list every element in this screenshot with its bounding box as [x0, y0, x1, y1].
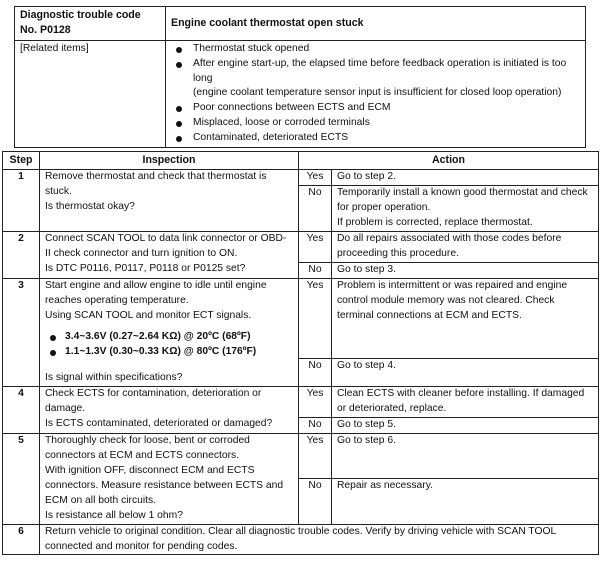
related-item: After engine start-up, the elapsed time before feedback operation is initiated is too long (engine coolant temperature sensor input is insufficient for closed loop operation)	[171, 57, 580, 102]
yes-label: Yes	[299, 434, 332, 479]
yes-action: Do all repairs associated with those codes before proceeding this procedure.	[332, 232, 599, 263]
step-inspection: Thoroughly check for loose, bent or corroded connectors at ECM and ECTS connectors. With ignition OFF, disconnect ECM and ECTS connectors. Measure resistance between ECTS and ECM on all both circuits. Is resistance all below 1 ohm?	[40, 434, 299, 525]
step-number: 6	[3, 524, 40, 555]
dtc-info-table	[14, 6, 586, 148]
step-5-yes-row	[3, 434, 599, 479]
no-label: No	[299, 479, 332, 524]
step-2-yes-row	[3, 232, 599, 263]
related-label-cell	[15, 40, 166, 147]
no-label: No	[299, 418, 332, 434]
signal-spec-item: 1.1~1.3V (0.30~0.33 KΩ) @ 80ºC (176ºF)	[45, 345, 293, 360]
dtc-label: Diagnostic trouble code	[20, 9, 141, 21]
step-1-yes-row	[3, 170, 599, 186]
column-header-inspection: Inspection	[40, 152, 299, 170]
dtc-title: Engine coolant thermostat open stuck	[171, 16, 364, 29]
step-number: 4	[3, 387, 40, 434]
step-inspection: Return vehicle to original condition. Clear all diagnostic trouble codes. Verify by driving vehicle with SCAN TOOL connected and monitor for pending codes.	[40, 524, 599, 555]
no-action: Go to step 4.	[332, 359, 599, 387]
yes-label: Yes	[299, 232, 332, 263]
no-label: No	[299, 186, 332, 232]
no-action: Temporarily install a known good thermostat and check for proper operation. If problem is corrected, replace thermostat.	[332, 186, 599, 232]
step-inspection: Connect SCAN TOOL to data link connector or OBD- II check connector and turn ignition to ON. Is DTC P0116, P0117, P0118 or P0125 set?	[40, 232, 299, 279]
yes-action: Problem is intermittent or was repaired and engine control module memory was not cleared. Check terminal connections at ECM and ECTS.	[332, 278, 599, 359]
related-items-list	[171, 42, 580, 146]
no-label: No	[299, 262, 332, 278]
no-action: Go to step 5.	[332, 418, 599, 434]
step-number: 3	[3, 278, 40, 387]
related-item: Thermostat stuck opened	[171, 42, 580, 57]
signal-spec-item: 3.4~3.6V (0.27~2.64 KΩ) @ 20ºC (68ºF)	[45, 330, 293, 345]
step-inspection: Check ECTS for contamination, deterioration or damage. Is ECTS contaminated, deteriorated or damaged?	[40, 387, 299, 434]
step-inspection: Start engine and allow engine to idle until engine reaches operating temperature. Using SCAN TOOL and monitor ECT signals. 3.4~3.6V (0.27~2.64 KΩ) @ 20ºC (68ºF) 1.1~1.3V (0.30~0.33 KΩ) @ 80ºC (176ºF) Is signal within specifications?	[40, 278, 299, 387]
yes-action: Go to step 2.	[332, 170, 599, 186]
no-label: No	[299, 359, 332, 387]
signal-spec-list	[45, 330, 293, 360]
step-number: 1	[3, 170, 40, 232]
no-action: Repair as necessary.	[332, 479, 599, 524]
step-question: Is signal within specifications?	[45, 372, 183, 384]
yes-label: Yes	[299, 278, 332, 359]
step-number: 5	[3, 434, 40, 525]
step-6-row	[3, 524, 599, 555]
related-item: Misplaced, loose or corroded terminals	[171, 116, 580, 131]
step-4-yes-row	[3, 387, 599, 418]
no-action: Go to step 3.	[332, 262, 599, 278]
related-items-cell	[166, 40, 586, 147]
yes-action: Go to step 6.	[332, 434, 599, 479]
dtc-code: No. P0128	[20, 24, 71, 37]
diagnostic-steps-table	[2, 151, 599, 555]
yes-action: Clean ECTS with cleaner before installing. If damaged or deteriorated, replace.	[332, 387, 599, 418]
dtc-title-cell	[166, 7, 586, 41]
step-3-yes-row	[3, 278, 599, 359]
steps-header-row	[3, 152, 599, 170]
yes-label: Yes	[299, 170, 332, 186]
step-number: 2	[3, 232, 40, 279]
yes-label: Yes	[299, 387, 332, 418]
column-header-action: Action	[299, 152, 599, 170]
related-items-label: [Related items]	[20, 42, 89, 54]
related-item: Poor connections between ECTS and ECM	[171, 101, 580, 116]
related-item: Contaminated, deteriorated ECTS	[171, 131, 580, 146]
column-header-step: Step	[3, 152, 40, 170]
dtc-label-cell	[15, 7, 166, 41]
step-inspection: Remove thermostat and check that thermostat is stuck. Is thermostat okay?	[40, 170, 299, 232]
